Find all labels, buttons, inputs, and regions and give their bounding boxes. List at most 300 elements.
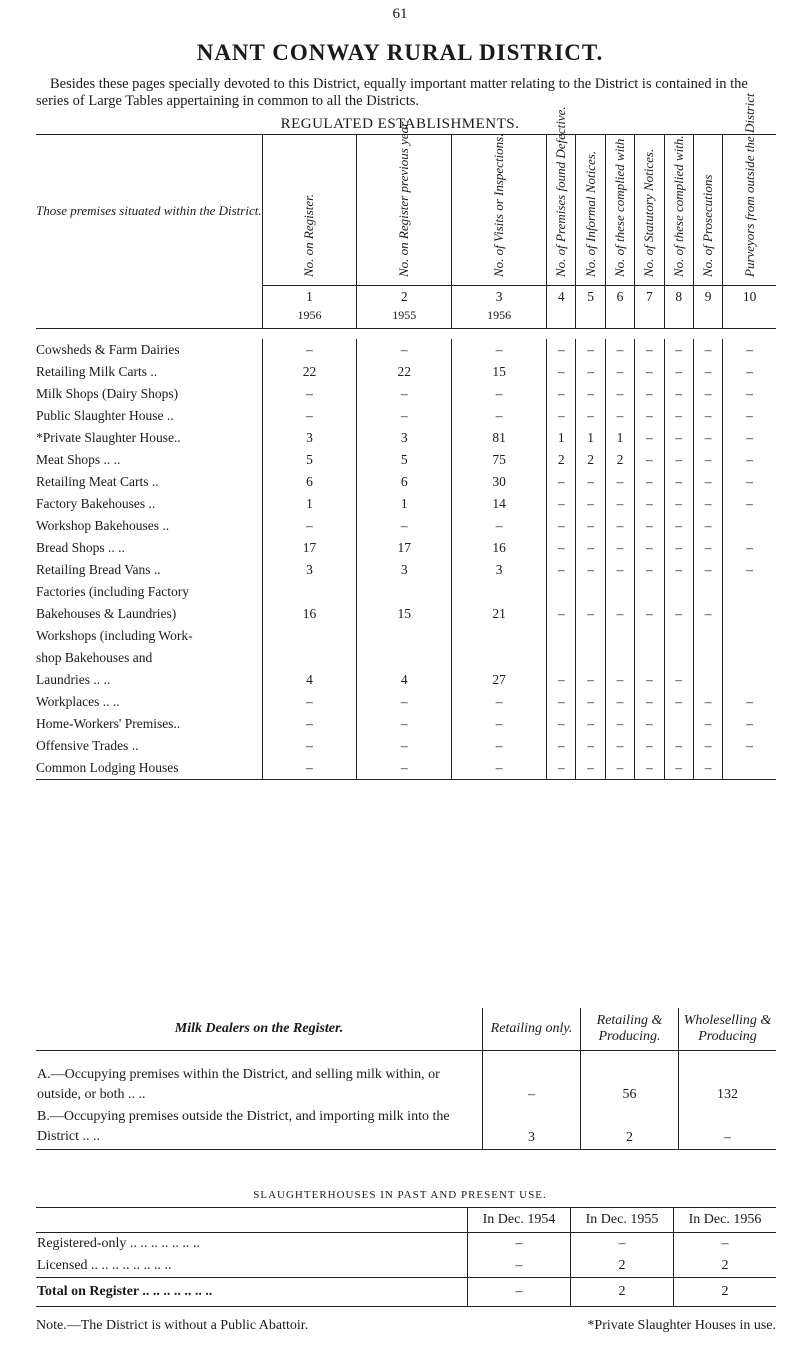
- table-cell: –: [547, 339, 576, 361]
- table-cell: 22: [357, 361, 452, 383]
- table-cell: –: [547, 669, 576, 691]
- table-cell: –: [635, 603, 664, 625]
- table-row: [36, 471, 776, 493]
- table-row: [36, 625, 776, 647]
- slaughter-row: [36, 1255, 776, 1278]
- table-row: [36, 581, 776, 603]
- table-cell: –: [693, 559, 722, 581]
- row-label: *Private Slaughter House..: [36, 430, 181, 445]
- table-row: [36, 515, 776, 537]
- table-row: [36, 603, 776, 625]
- milk-cell: 3: [483, 1106, 581, 1150]
- table-cell: –: [635, 493, 664, 515]
- slaughter-row-label: Licensed .. .. .. .. .. .. .. ..: [37, 1258, 172, 1273]
- table-cell: –: [576, 471, 605, 493]
- table-cell: [576, 581, 605, 603]
- table-cell: –: [452, 405, 547, 427]
- table-cell: 5: [357, 449, 452, 471]
- row-label: Workshop Bakehouses ..: [36, 518, 170, 533]
- row-label: Retailing Bread Vans ..: [36, 562, 161, 577]
- slaughter-col-header: In Dec. 1954: [468, 1208, 571, 1233]
- table-cell: –: [635, 515, 664, 537]
- col-header: No. of Visits or Inspections.: [452, 135, 547, 286]
- table-cell: [723, 515, 776, 537]
- table-cell: [723, 647, 776, 669]
- table-cell: –: [547, 757, 576, 780]
- row-label: Laundries .. ..: [36, 672, 111, 687]
- slaughter-cell: 2: [674, 1255, 777, 1278]
- table-cell: –: [635, 361, 664, 383]
- table-cell: –: [576, 361, 605, 383]
- table-cell: –: [547, 603, 576, 625]
- table-row: [36, 691, 776, 713]
- table-cell: –: [357, 515, 452, 537]
- table-cell: –: [693, 449, 722, 471]
- row-label: Factory Bakehouses ..: [36, 496, 156, 511]
- table-cell: –: [693, 757, 722, 780]
- table-cell: 2: [605, 449, 634, 471]
- table-cell: –: [357, 735, 452, 757]
- milk-cell: 132: [679, 1051, 777, 1107]
- table-cell: –: [723, 691, 776, 713]
- table-cell: [605, 625, 634, 647]
- table-cell: –: [547, 691, 576, 713]
- table-cell: 2: [576, 449, 605, 471]
- col-number: 5: [576, 286, 605, 329]
- table-cell: –: [547, 493, 576, 515]
- row-label: Common Lodging Houses: [36, 757, 262, 780]
- table-cell: –: [605, 361, 634, 383]
- slaughter-total-cell: 2: [571, 1278, 674, 1307]
- table-cell: –: [262, 339, 357, 361]
- table-cell: 3: [262, 559, 357, 581]
- slaughter-col-header: In Dec. 1956: [674, 1208, 777, 1233]
- table-cell: –: [452, 383, 547, 405]
- col-number: 10: [723, 286, 776, 329]
- table-cell: 6: [357, 471, 452, 493]
- table-row: [36, 647, 776, 669]
- table-cell: –: [723, 427, 776, 449]
- table-cell: –: [635, 471, 664, 493]
- slaughter-cell: –: [468, 1255, 571, 1278]
- table-cell: –: [693, 603, 722, 625]
- table-cell: 1: [576, 427, 605, 449]
- row-label: Milk Shops (Dairy Shops): [36, 386, 179, 401]
- table-cell: 14: [452, 493, 547, 515]
- table-cell: [357, 647, 452, 669]
- table-cell: [576, 625, 605, 647]
- table-cell: –: [576, 537, 605, 559]
- table-cell: –: [605, 669, 634, 691]
- table-cell: –: [357, 713, 452, 735]
- table-cell: 3: [357, 427, 452, 449]
- milk-row-label: A.—Occupying premises within the District, and selling milk within, or outside, or both .. ..: [37, 1067, 440, 1102]
- table-cell: –: [693, 515, 722, 537]
- table-cell: –: [635, 691, 664, 713]
- row-label: Cowsheds & Farm Dairies: [36, 342, 180, 357]
- table-cell: –: [723, 735, 776, 757]
- col-number: 8: [664, 286, 693, 329]
- table-cell: –: [723, 449, 776, 471]
- table-cell: 75: [452, 449, 547, 471]
- table-cell: –: [576, 339, 605, 361]
- slaughter-col-header: In Dec. 1955: [571, 1208, 674, 1233]
- table-cell: –: [576, 757, 605, 780]
- table-cell: 1: [262, 493, 357, 515]
- table-cell: –: [693, 735, 722, 757]
- table-row: [36, 339, 776, 361]
- table-row: [36, 669, 776, 691]
- table-cell: –: [605, 383, 634, 405]
- table-cell: [357, 581, 452, 603]
- table-cell: –: [664, 537, 693, 559]
- table-cell: –: [605, 713, 634, 735]
- table-cell: –: [664, 735, 693, 757]
- row-label: Offensive Trades ..: [36, 738, 139, 753]
- table-cell: –: [693, 405, 722, 427]
- milk-cell: –: [679, 1106, 777, 1150]
- table-cell: –: [664, 493, 693, 515]
- col-header: No. of Informal Notices.: [576, 135, 605, 286]
- table-cell: –: [664, 405, 693, 427]
- page-number: 61: [392, 6, 408, 22]
- table-cell: –: [664, 427, 693, 449]
- col-number: 1 1956: [262, 286, 357, 329]
- footnotes: [36, 1318, 776, 1334]
- table-cell: –: [693, 383, 722, 405]
- table-cell: –: [452, 515, 547, 537]
- col-header: No. of these complied with: [605, 135, 634, 286]
- table-cell: –: [693, 339, 722, 361]
- table-cell: 4: [262, 669, 357, 691]
- table-cell: [664, 647, 693, 669]
- table-cell: [605, 581, 634, 603]
- table-cell: –: [576, 691, 605, 713]
- table-cell: –: [693, 493, 722, 515]
- table-cell: –: [635, 559, 664, 581]
- table-cell: –: [693, 713, 722, 735]
- table-cell: –: [635, 449, 664, 471]
- table-cell: –: [357, 691, 452, 713]
- table-row: [36, 735, 776, 757]
- table-cell: [723, 581, 776, 603]
- table-cell: –: [262, 757, 357, 780]
- table-cell: [635, 647, 664, 669]
- table-cell: –: [723, 383, 776, 405]
- table-cell: 4: [357, 669, 452, 691]
- table-cell: –: [664, 471, 693, 493]
- table-cell: 3: [262, 427, 357, 449]
- col-number: 6: [605, 286, 634, 329]
- table-cell: –: [605, 537, 634, 559]
- table-cell: –: [664, 361, 693, 383]
- table-cell: –: [262, 383, 357, 405]
- table-cell: 1: [357, 493, 452, 515]
- table-cell: –: [357, 339, 452, 361]
- milk-col-header: Wholeselling & Producing: [679, 1008, 777, 1051]
- table-cell: –: [693, 427, 722, 449]
- table-row: [36, 757, 776, 780]
- table-cell: –: [605, 757, 634, 780]
- table-cell: –: [664, 559, 693, 581]
- table-cell: –: [452, 691, 547, 713]
- table-cell: [635, 625, 664, 647]
- row-label: Bakehouses & Laundries): [36, 606, 177, 621]
- table-cell: –: [576, 735, 605, 757]
- table-cell: 16: [452, 537, 547, 559]
- table-cell: –: [664, 691, 693, 713]
- table-cell: –: [547, 537, 576, 559]
- table-row: [36, 383, 776, 405]
- table-cell: –: [547, 713, 576, 735]
- col-number: 3 1956: [452, 286, 547, 329]
- milk-col-header: Retailing only.: [483, 1008, 581, 1051]
- table-cell: –: [605, 735, 634, 757]
- slaughter-total-label: Total on Register .. .. .. .. .. .. ..: [36, 1278, 468, 1307]
- table-cell: 3: [357, 559, 452, 581]
- table-cell: –: [635, 427, 664, 449]
- table-cell: –: [262, 735, 357, 757]
- table-row: [36, 537, 776, 559]
- private-slaughter-note: *Private Slaughter Houses in use.: [587, 1318, 776, 1333]
- row-label: Retailing Milk Carts ..: [36, 364, 158, 379]
- table-cell: –: [723, 471, 776, 493]
- table-cell: –: [547, 361, 576, 383]
- table-cell: –: [664, 449, 693, 471]
- table-cell: –: [605, 339, 634, 361]
- table-cell: –: [723, 559, 776, 581]
- table-cell: –: [605, 493, 634, 515]
- table-cell: –: [635, 669, 664, 691]
- table-cell: 2: [547, 449, 576, 471]
- table-cell: –: [576, 713, 605, 735]
- table-cell: 3: [452, 559, 547, 581]
- table-cell: –: [723, 339, 776, 361]
- table-cell: [262, 581, 357, 603]
- table-cell: –: [576, 383, 605, 405]
- table-cell: –: [635, 757, 664, 780]
- slaughter-cell: 2: [571, 1255, 674, 1278]
- table-cell: –: [664, 383, 693, 405]
- table-cell: [664, 713, 693, 735]
- milk-row: [36, 1106, 776, 1150]
- table-cell: –: [576, 405, 605, 427]
- table-cell: –: [262, 515, 357, 537]
- milk-col-header: Retailing & Producing.: [581, 1008, 679, 1051]
- table-cell: –: [693, 691, 722, 713]
- table-cell: –: [664, 757, 693, 780]
- table-cell: –: [723, 361, 776, 383]
- milk-dealers-table: [36, 1008, 776, 1150]
- table-row: [36, 713, 776, 735]
- table-cell: –: [605, 471, 634, 493]
- table-cell: –: [723, 405, 776, 427]
- table-cell: –: [605, 691, 634, 713]
- slaughterhouses-table: [36, 1207, 776, 1307]
- table-cell: –: [576, 669, 605, 691]
- col-number: 4: [547, 286, 576, 329]
- stub-header: Those premises situated within the District.: [36, 135, 262, 286]
- column-number-row: [36, 286, 776, 329]
- table-cell: 1: [547, 427, 576, 449]
- table-cell: –: [262, 405, 357, 427]
- table-cell: –: [635, 713, 664, 735]
- row-label: Public Slaughter House ..: [36, 408, 174, 423]
- table-cell: 16: [262, 603, 357, 625]
- table-cell: 22: [262, 361, 357, 383]
- table-cell: 15: [452, 361, 547, 383]
- table-cell: 21: [452, 603, 547, 625]
- table-cell: [664, 581, 693, 603]
- milk-header-label: Milk Dealers on the Register.: [36, 1008, 483, 1051]
- table-cell: [693, 625, 722, 647]
- table-cell: 27: [452, 669, 547, 691]
- table-cell: –: [605, 603, 634, 625]
- table-cell: –: [262, 691, 357, 713]
- table-cell: –: [262, 713, 357, 735]
- col-header: No. on Register previous year.: [357, 135, 452, 286]
- col-header: Purveyors from outside the District: [723, 135, 776, 286]
- table-cell: –: [635, 339, 664, 361]
- table-cell: –: [576, 493, 605, 515]
- table-cell: –: [664, 339, 693, 361]
- table-cell: –: [547, 405, 576, 427]
- abattoir-note: Note.—The District is without a Public Abattoir.: [36, 1318, 309, 1333]
- table-cell: –: [664, 669, 693, 691]
- milk-row: [36, 1051, 776, 1107]
- table-cell: [693, 647, 722, 669]
- table-cell: –: [635, 383, 664, 405]
- table-cell: –: [547, 559, 576, 581]
- page-title: NANT CONWAY RURAL DISTRICT.: [196, 40, 604, 65]
- table-cell: –: [635, 735, 664, 757]
- milk-cell: –: [483, 1051, 581, 1107]
- intro-paragraph: Besides these pages specially devoted to this District, equally important matter relating to the District is contained in the series of Large Tables appertaining in common to all the Districts.: [36, 76, 748, 109]
- slaughter-cell: –: [468, 1233, 571, 1256]
- col-header: No. on Register.: [262, 135, 357, 286]
- table-cell: [547, 581, 576, 603]
- slaughter-total-cell: 2: [674, 1278, 777, 1307]
- col-number: 2 1955: [357, 286, 452, 329]
- milk-row-label: B.—Occupying premises outside the District, and importing milk into the District .. ..: [36, 1106, 483, 1150]
- table-cell: [452, 625, 547, 647]
- table-cell: –: [547, 515, 576, 537]
- table-cell: –: [576, 559, 605, 581]
- table-cell: –: [693, 537, 722, 559]
- table-cell: –: [576, 603, 605, 625]
- slaughter-total-cell: –: [468, 1278, 571, 1307]
- col-header: No. of Prosecutions: [693, 135, 722, 286]
- slaughter-row: [36, 1233, 776, 1256]
- table-cell: 6: [262, 471, 357, 493]
- slaughterhouses-heading: SLAUGHTERHOUSES IN PAST AND PRESENT USE.: [253, 1189, 547, 1201]
- row-label: Retailing Meat Carts ..: [36, 474, 159, 489]
- col-header: No. of these complied with.: [664, 135, 693, 286]
- table-cell: [723, 625, 776, 647]
- table-cell: –: [723, 537, 776, 559]
- table-cell: –: [357, 757, 452, 780]
- table-cell: –: [723, 713, 776, 735]
- table-cell: –: [635, 405, 664, 427]
- col-header: No. of Premises found Defective.: [547, 135, 576, 286]
- table-cell: –: [605, 559, 634, 581]
- table-cell: [262, 625, 357, 647]
- table-cell: –: [547, 471, 576, 493]
- table-row: [36, 405, 776, 427]
- table-cell: –: [452, 735, 547, 757]
- table-cell: [547, 625, 576, 647]
- milk-cell: 56: [581, 1051, 679, 1107]
- table-cell: 15: [357, 603, 452, 625]
- table-cell: [664, 625, 693, 647]
- table-cell: 17: [357, 537, 452, 559]
- slaughter-stub-header: [36, 1208, 468, 1233]
- milk-cell: 2: [581, 1106, 679, 1150]
- table-cell: –: [664, 515, 693, 537]
- table-cell: –: [605, 515, 634, 537]
- table-row: [36, 361, 776, 383]
- table-row: [36, 427, 776, 449]
- row-label: Home-Workers' Premises..: [36, 716, 181, 731]
- table-cell: –: [576, 515, 605, 537]
- slaughter-cell: –: [674, 1233, 777, 1256]
- table-cell: [357, 625, 452, 647]
- table-cell: –: [635, 537, 664, 559]
- table-cell: [635, 581, 664, 603]
- table-cell: –: [693, 471, 722, 493]
- table-cell: –: [664, 603, 693, 625]
- regulated-heading: REGULATED ESTABLISHMENTS.: [280, 116, 520, 132]
- slaughter-total-row: [36, 1278, 776, 1307]
- table-cell: 1: [605, 427, 634, 449]
- table-cell: 5: [262, 449, 357, 471]
- table-cell: 81: [452, 427, 547, 449]
- table-row: [36, 559, 776, 581]
- table-cell: [723, 669, 776, 691]
- table-cell: –: [357, 405, 452, 427]
- table-cell: –: [357, 383, 452, 405]
- table-cell: [547, 647, 576, 669]
- slaughter-cell: –: [571, 1233, 674, 1256]
- table-cell: [452, 647, 547, 669]
- table-cell: [723, 757, 776, 780]
- table-cell: –: [547, 735, 576, 757]
- table-cell: [693, 581, 722, 603]
- table-cell: [262, 647, 357, 669]
- table-cell: 17: [262, 537, 357, 559]
- row-label: Bread Shops .. ..: [36, 540, 125, 555]
- table-cell: [693, 669, 722, 691]
- table-cell: –: [605, 405, 634, 427]
- table-cell: [576, 647, 605, 669]
- table-cell: –: [723, 493, 776, 515]
- table-cell: [605, 647, 634, 669]
- table-cell: [452, 581, 547, 603]
- table-cell: –: [452, 339, 547, 361]
- col-number: 7: [635, 286, 664, 329]
- table-cell: –: [693, 361, 722, 383]
- col-header: No. of Statutory Notices.: [635, 135, 664, 286]
- row-label: Meat Shops .. ..: [36, 452, 121, 467]
- row-label: shop Bakehouses and: [36, 650, 153, 665]
- table-row: [36, 449, 776, 471]
- row-label: Factories (including Factory: [36, 584, 189, 599]
- col-number: 9: [693, 286, 722, 329]
- table-cell: –: [452, 713, 547, 735]
- table-cell: –: [547, 383, 576, 405]
- slaughter-row-label: Registered-only .. .. .. .. .. .. ..: [37, 1236, 200, 1251]
- row-label: Workshops (including Work-: [36, 628, 193, 643]
